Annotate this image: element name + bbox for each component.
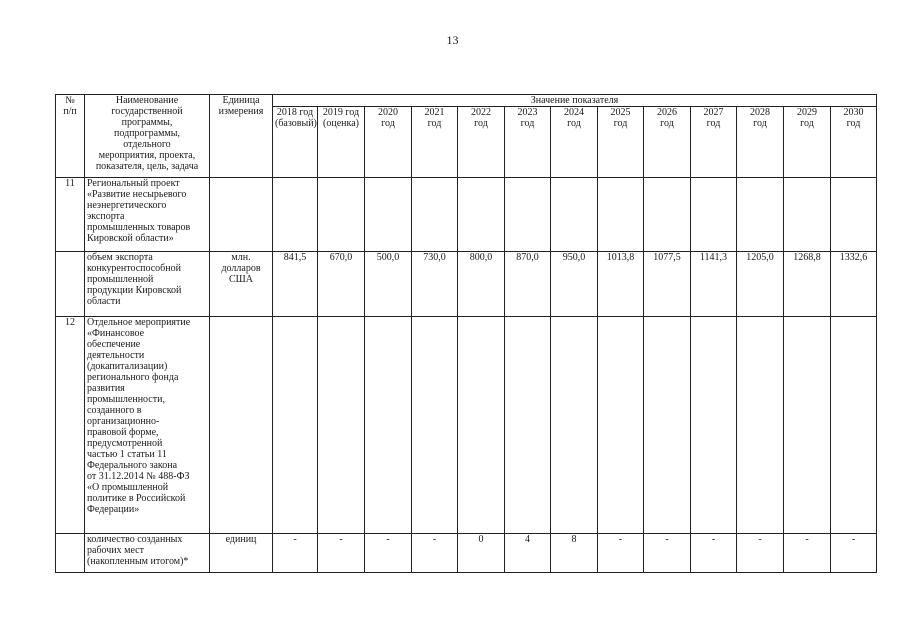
- value-cell: [644, 317, 691, 534]
- value-cell: 1141,3: [691, 252, 737, 317]
- value-cell: 870,0: [505, 252, 551, 317]
- value-cell: [551, 317, 598, 534]
- header-year: 2024 год: [551, 107, 598, 178]
- value-cell: -: [831, 534, 877, 573]
- header-value-group: Значение показателя: [273, 95, 877, 107]
- value-cell: [831, 317, 877, 534]
- value-cell: 670,0: [318, 252, 365, 317]
- value-cell: 1268,8: [784, 252, 831, 317]
- header-year: 2030 год: [831, 107, 877, 178]
- value-cell: 950,0: [551, 252, 598, 317]
- table-row: [56, 534, 877, 573]
- header-row: [56, 95, 877, 107]
- row-unit: [210, 178, 273, 252]
- value-cell: [551, 178, 598, 252]
- value-cell: -: [784, 534, 831, 573]
- header-year: 2026 год: [644, 107, 691, 178]
- page-number: 13: [446, 33, 459, 47]
- indicators-table: [55, 94, 877, 573]
- value-cell: -: [598, 534, 644, 573]
- value-cell: [505, 178, 551, 252]
- header-year: 2018 год (базовый): [273, 107, 318, 178]
- header-year: 2028 год: [737, 107, 784, 178]
- value-cell: [831, 178, 877, 252]
- value-cell: [737, 317, 784, 534]
- row-num: 11: [56, 178, 85, 252]
- value-cell: [691, 178, 737, 252]
- header-name: Наименование государственной программы, подпрограммы, отдельного мероприятия, проекта, показателя, цель, задача: [85, 95, 210, 178]
- header-unit: Единица измерения: [210, 95, 273, 178]
- value-cell: [365, 178, 412, 252]
- value-cell: 841,5: [273, 252, 318, 317]
- value-cell: [365, 317, 412, 534]
- row-name: количество созданных рабочих мест (накопленным итогом)*: [85, 534, 210, 573]
- header-year: 2023 год: [505, 107, 551, 178]
- row-num: [56, 534, 85, 573]
- value-cell: -: [318, 534, 365, 573]
- value-cell: 1077,5: [644, 252, 691, 317]
- header-year: 2019 год (оценка): [318, 107, 365, 178]
- value-cell: 500,0: [365, 252, 412, 317]
- value-cell: 1332,6: [831, 252, 877, 317]
- value-cell: [691, 317, 737, 534]
- value-cell: -: [273, 534, 318, 573]
- value-cell: [784, 317, 831, 534]
- value-cell: [458, 178, 505, 252]
- value-cell: [505, 317, 551, 534]
- row-unit: единиц: [210, 534, 273, 573]
- header-year: 2027 год: [691, 107, 737, 178]
- row-name: Отдельное мероприятие «Финансовое обеспечение деятельности (докапитализации) регионального фонда развития промышленности, созданного в организационно- правовой форме, предусмотренной частью 1 статьи 11 Федерального закона от 31.12.2014 № 488-ФЗ «О промышленной политике в Российской Федерации»: [85, 317, 210, 534]
- value-cell: 8: [551, 534, 598, 573]
- header-year: 2029 год: [784, 107, 831, 178]
- value-cell: -: [644, 534, 691, 573]
- value-cell: -: [412, 534, 458, 573]
- value-cell: [644, 178, 691, 252]
- value-cell: [318, 178, 365, 252]
- row-name: объем экспорта конкурентоспособной промышленной продукции Кировской области: [85, 252, 210, 317]
- value-cell: [784, 178, 831, 252]
- value-cell: -: [365, 534, 412, 573]
- value-cell: -: [691, 534, 737, 573]
- value-cell: -: [737, 534, 784, 573]
- value-cell: [273, 178, 318, 252]
- row-num: 12: [56, 317, 85, 534]
- row-name: Региональный проект «Развитие несырьевого неэнергетического экспорта промышленных товаров Кировской области»: [85, 178, 210, 252]
- value-cell: [458, 317, 505, 534]
- value-cell: [273, 317, 318, 534]
- header-year: 2021 год: [412, 107, 458, 178]
- value-cell: [412, 317, 458, 534]
- row-num: [56, 252, 85, 317]
- value-cell: 800,0: [458, 252, 505, 317]
- value-cell: [598, 317, 644, 534]
- row-unit: млн. долларов США: [210, 252, 273, 317]
- row-unit: [210, 317, 273, 534]
- header-year: 2020 год: [365, 107, 412, 178]
- value-cell: [737, 178, 784, 252]
- header-num: № п/п: [56, 95, 85, 178]
- value-cell: [598, 178, 644, 252]
- value-cell: 730,0: [412, 252, 458, 317]
- header-year: 2025 год: [598, 107, 644, 178]
- value-cell: 0: [458, 534, 505, 573]
- value-cell: [412, 178, 458, 252]
- table-row: [56, 252, 877, 317]
- value-cell: 1013,8: [598, 252, 644, 317]
- value-cell: 1205,0: [737, 252, 784, 317]
- table-row: [56, 178, 877, 252]
- table-row: [56, 317, 877, 534]
- value-cell: [318, 317, 365, 534]
- value-cell: 4: [505, 534, 551, 573]
- header-year: 2022 год: [458, 107, 505, 178]
